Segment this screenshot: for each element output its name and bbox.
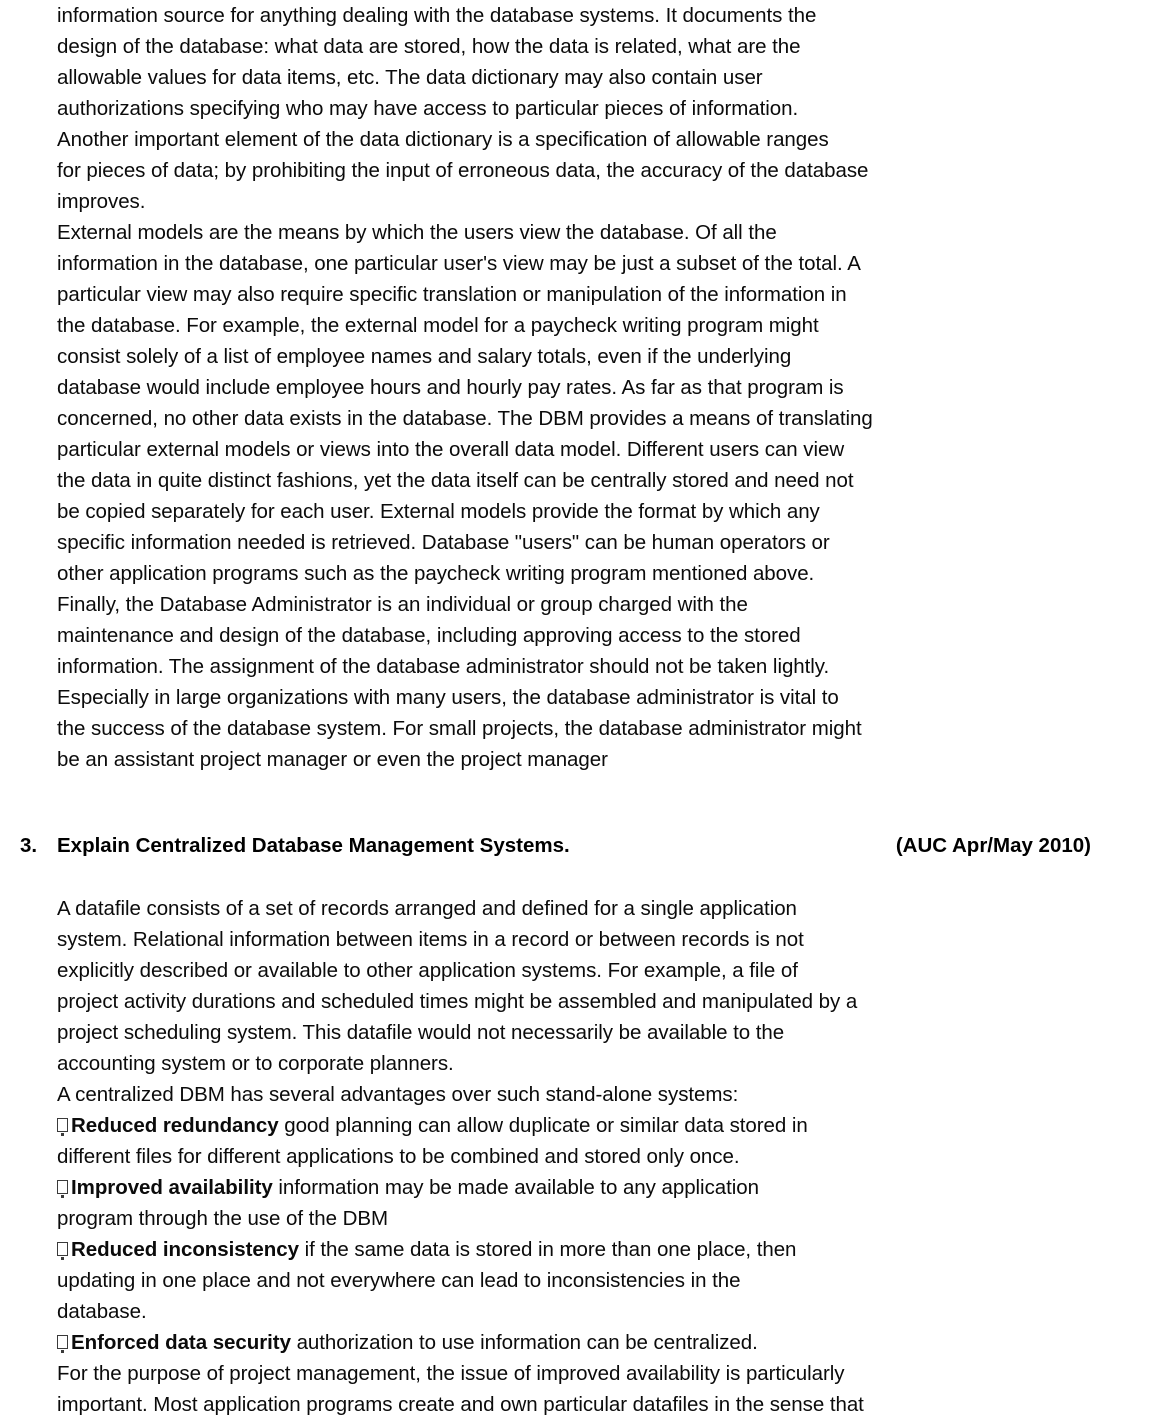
text-line: concerned, no other data exists in the database. The DBM provides a means of translating xyxy=(57,407,873,430)
data-dictionary-paragraph xyxy=(0,0,1163,217)
question-number: 3. xyxy=(20,834,38,857)
text-line: explicitly described or available to other application systems. For example, a file of xyxy=(57,959,798,982)
text-line: the data in quite distinct fashions, yet the data itself can be centrally stored and need not xyxy=(57,469,854,492)
advantage-description: information may be made available to any application xyxy=(272,1176,759,1199)
text-line: Especially in large organizations with many users, the database administrator is vital to xyxy=(57,686,839,709)
advantage-continuation-line: database. xyxy=(57,1300,147,1323)
advantage-item xyxy=(0,1172,1163,1203)
datafile-paragraph xyxy=(0,893,1163,1079)
advantage-description: good planning can allow duplicate or similar data stored in xyxy=(278,1114,808,1137)
advantage-description: if the same data is stored in more than one place, then xyxy=(298,1238,797,1261)
closing-paragraph xyxy=(0,1358,1163,1420)
text-line: the database. For example, the external model for a paycheck writing program might xyxy=(57,314,819,337)
text-line: other application programs such as the paycheck writing program mentioned above. xyxy=(57,562,815,585)
text-line: project activity durations and scheduled times might be assembled and manipulated by a xyxy=(57,990,858,1013)
text-line: for pieces of data; by prohibiting the input of erroneous data, the accuracy of the database xyxy=(57,159,869,182)
text-line: specific information needed is retrieved. Database "users" can be human operators or xyxy=(57,531,830,554)
missing-glyph-bullet-icon xyxy=(57,1180,70,1197)
text-line: project scheduling system. This datafile would not necessarily be available to the xyxy=(57,1021,785,1044)
advantage-continuation-line: updating in one place and not everywhere can lead to inconsistencies in the xyxy=(57,1269,741,1292)
text-line: maintenance and design of the database, including approving access to the stored xyxy=(57,624,801,647)
text-line: Finally, the Database Administrator is an individual or group charged with the xyxy=(57,593,748,616)
text-line: A datafile consists of a set of records arranged and defined for a single application xyxy=(57,897,797,920)
text-line: database would include employee hours and hourly pay rates. As far as that program is xyxy=(57,376,844,399)
text-line: be an assistant project manager or even the project manager xyxy=(57,748,608,771)
text-line: Another important element of the data dictionary is a specification of allowable ranges xyxy=(57,128,829,151)
advantage-item xyxy=(0,1110,1163,1141)
text-line: authorizations specifying who may have access to particular pieces of information. xyxy=(57,97,799,120)
advantages-list xyxy=(0,1110,1163,1358)
text-line: design of the database: what data are stored, how the data is related, what are the xyxy=(57,35,801,58)
text-line: particular external models or views into the overall data model. Different users can view xyxy=(57,438,845,461)
text-line: accounting system or to corporate planners. xyxy=(57,1052,454,1075)
text-line: the success of the database system. For small projects, the database administrator might xyxy=(57,717,862,740)
question-heading-row xyxy=(0,830,1163,861)
external-models-paragraph xyxy=(0,217,1163,775)
text-line: information source for anything dealing with the database systems. It documents the xyxy=(57,4,817,27)
text-line: External models are the means by which the users view the database. Of all the xyxy=(57,221,777,244)
paragraph-spacer xyxy=(0,775,1163,830)
missing-glyph-bullet-icon xyxy=(57,1118,70,1135)
text-line: For the purpose of project management, the issue of improved availability is particularly xyxy=(57,1362,845,1385)
advantages-intro-line: A centralized DBM has several advantages over such stand-alone systems: xyxy=(57,1083,739,1106)
advantage-continuation-line: program through the use of the DBM xyxy=(57,1207,389,1230)
text-line: information in the database, one particular user's view may be just a subset of the total. A xyxy=(57,252,861,275)
text-line: be copied separately for each user. External models provide the format by which any xyxy=(57,500,820,523)
advantage-item xyxy=(0,1234,1163,1265)
missing-glyph-bullet-icon xyxy=(57,1335,70,1352)
text-line: improves. xyxy=(57,190,146,213)
missing-glyph-bullet-icon xyxy=(57,1242,70,1259)
question-exam-reference: (AUC Apr/May 2010) xyxy=(895,834,1091,857)
question-title: Explain Centralized Database Management Systems. xyxy=(57,834,570,857)
advantage-term: Improved availability xyxy=(71,1176,273,1199)
text-line: particular view may also require specific translation or manipulation of the information in xyxy=(57,283,847,306)
text-line: information. The assignment of the database administrator should not be taken lightly. xyxy=(57,655,830,678)
text-line: system. Relational information between items in a record or between records is not xyxy=(57,928,804,951)
advantage-continuation-line: different files for different applications to be combined and stored only once. xyxy=(57,1145,740,1168)
advantage-term: Reduced redundancy xyxy=(71,1114,279,1137)
text-line: important. Most application programs create and own particular datafiles in the sense that xyxy=(57,1393,864,1416)
advantage-description: authorization to use information can be centralized. xyxy=(290,1331,758,1354)
text-line: consist solely of a list of employee names and salary totals, even if the underlying xyxy=(57,345,792,368)
advantage-term: Reduced inconsistency xyxy=(71,1238,299,1261)
advantage-item xyxy=(0,1327,1163,1358)
heading-spacer xyxy=(0,861,1163,893)
text-line: allowable values for data items, etc. The data dictionary may also contain user xyxy=(57,66,763,89)
advantage-term: Enforced data security xyxy=(71,1331,291,1354)
